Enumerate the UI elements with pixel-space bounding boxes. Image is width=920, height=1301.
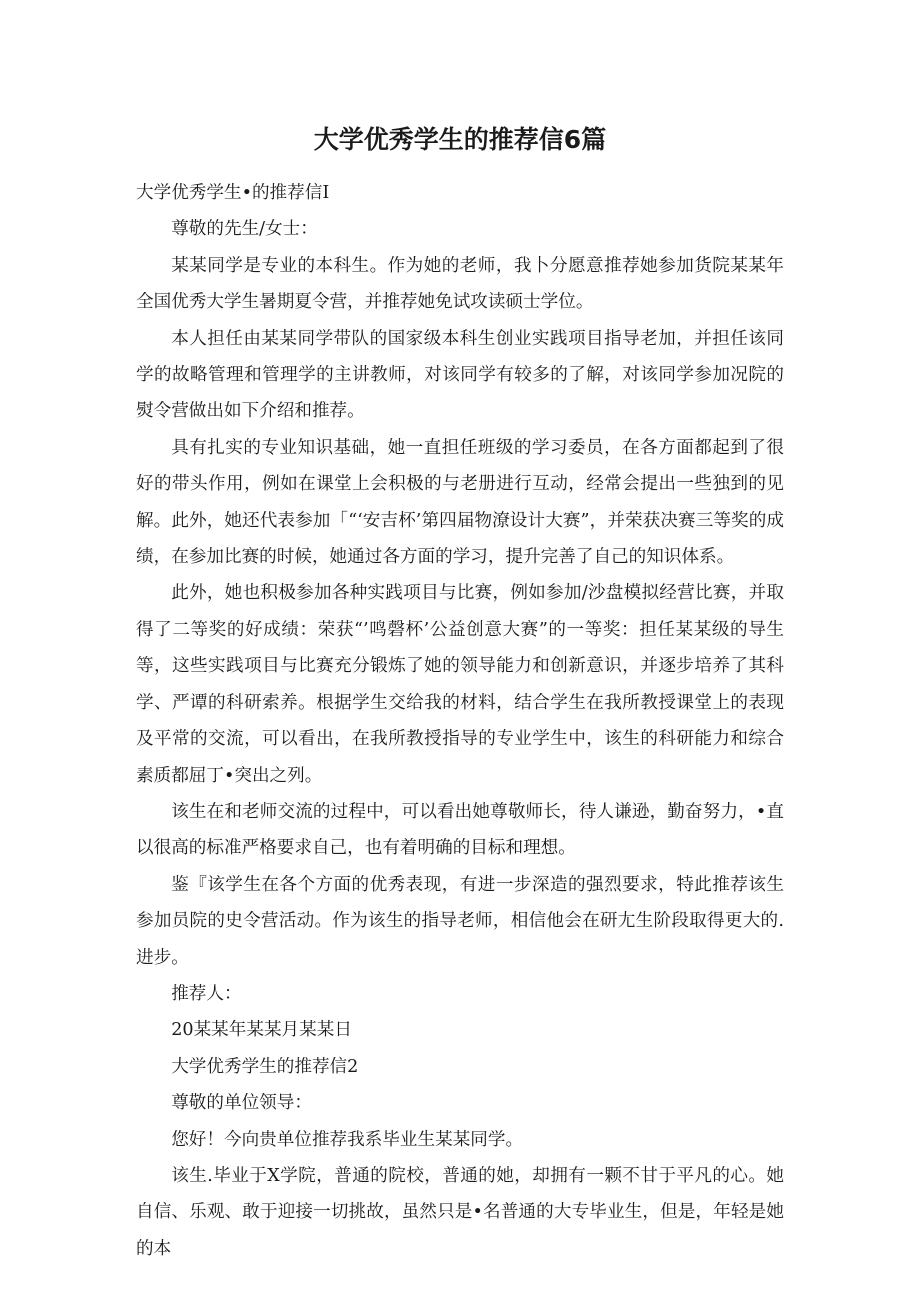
body-paragraph: 该生在和老师交流的过程中，可以看出她尊敬师长，待人谦逊，勤奋努力，•直以很高的标准严格要求自己，也有着明确的目标和理想。 xyxy=(136,801,784,859)
body-paragraph: 该生.毕业于X学院，普通的院校，普通的她，却拥有一颗不甘于平凡的心。她自信、乐观、敢于迎接一切挑故，虽然只是•名普通的大专毕业生，但是，年轻是她的本 xyxy=(136,1165,784,1259)
section-heading-2: 大学优秀学生的推荐信2 xyxy=(171,1056,359,1077)
date-line: 20某某年某某月某某日 xyxy=(171,1020,352,1041)
greeting-line: 您好！今向贵单位推荐我系毕业生某某同学。 xyxy=(171,1129,524,1150)
body-paragraph: 鉴『该学生在各个方面的优秀表现，有进一步深造的强烈要求，特此推荐该生参加员院的史令营活动。作为该生的指导老师，相信他会在研尢生阶段取得更大的.进步。 xyxy=(136,874,784,968)
body-paragraph: 某某同学是专业的本科生。作为她的老师，我卜分愿意推荐她参加货院某某年全国优秀大学生暑期夏令营，并推荐她免试攻读硕士学位。 xyxy=(136,255,784,313)
body-paragraph: 本人担任由某某同学带队的国家级本科生创业实践项目指导老加，并担任该同学的故略管理和管理学的主讲教师，对该同学有较多的了解，对该同学参加况院的熨令营做出如下介绍和推荐。 xyxy=(136,328,784,422)
body-paragraph: 具有扎实的专业知识基础，她一直担任班级的学习委员，在各方面都起到了很好的带头作用，例如在课堂上会积极的与老册进行互动，经常会提出一些独到的见解。此外，她还代表参加「“‘安吉杯’第四届物潦设计大赛”，并荣获决赛三等奖的成绩，在参加比赛的时候，她通过各方面的学习，提升完善了自己的知识体系。 xyxy=(136,437,784,568)
salutation: 尊敬的单位领导： xyxy=(171,1093,312,1114)
document-title: 大学优秀学生的推荐信6篇 xyxy=(313,125,607,154)
recommender-label: 推荐人： xyxy=(171,983,242,1004)
body-paragraph: 此外，她也积极参加各种实践项目与比赛，例如参加/沙盘模拟经营比赛，并取得了二等奖的好成绩：荣获“’鸣磬杯’公益创意大赛”的一等奖：担任某某级的导生等，这些实践项目与比赛充分锻炼了她的领导能力和创新意识，并逐步培养了其科学、严谭的科研索养。根据学生交给我的材料，结合学生在我所教授课堂上的表现及平常的交流，可以看出，在我所教授指导的专业学生中，该生的科研能力和综合素质都屈丁•突出之列。 xyxy=(136,583,784,786)
salutation: 尊敬的先生/女士： xyxy=(171,219,318,240)
section-heading-1: 大学优秀学生•的推荐信I xyxy=(136,183,330,203)
document-body xyxy=(136,175,784,1267)
